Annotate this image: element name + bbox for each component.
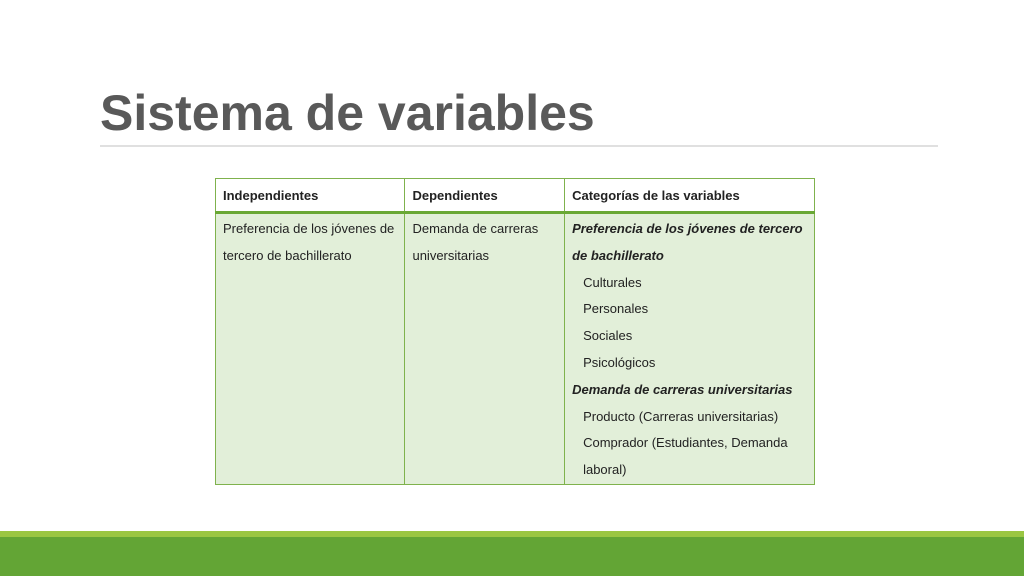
category-item: Comprador (Estudiantes, Demanda laboral) — [583, 435, 788, 478]
category-group-title: Preferencia de los jóvenes de tercero de bachillerato — [572, 221, 803, 263]
title-divider — [100, 145, 938, 147]
cell-dependientes: Demanda de carreras universitarias — [405, 213, 565, 485]
cell-independientes: Preferencia de los jóvenes de tercero de bachillerato — [216, 213, 405, 485]
category-group-title: Demanda de carreras universitarias — [572, 381, 793, 397]
category-item: Sociales — [583, 328, 633, 344]
category-item: Producto (Carreras universitarias) — [583, 408, 779, 424]
category-item: Psicológicos — [583, 354, 656, 370]
cell-categorias — [565, 213, 815, 485]
table-row — [216, 213, 815, 485]
header-dependientes: Dependientes — [405, 179, 565, 213]
slide-title: Sistema de variables — [100, 85, 595, 141]
variables-table — [215, 178, 815, 485]
table-header-row — [216, 179, 815, 213]
category-item: Personales — [583, 301, 649, 317]
footer-bar — [0, 537, 1024, 576]
header-categorias: Categorías de las variables — [565, 179, 815, 213]
header-independientes: Independientes — [216, 179, 405, 213]
category-item: Culturales — [583, 274, 642, 290]
